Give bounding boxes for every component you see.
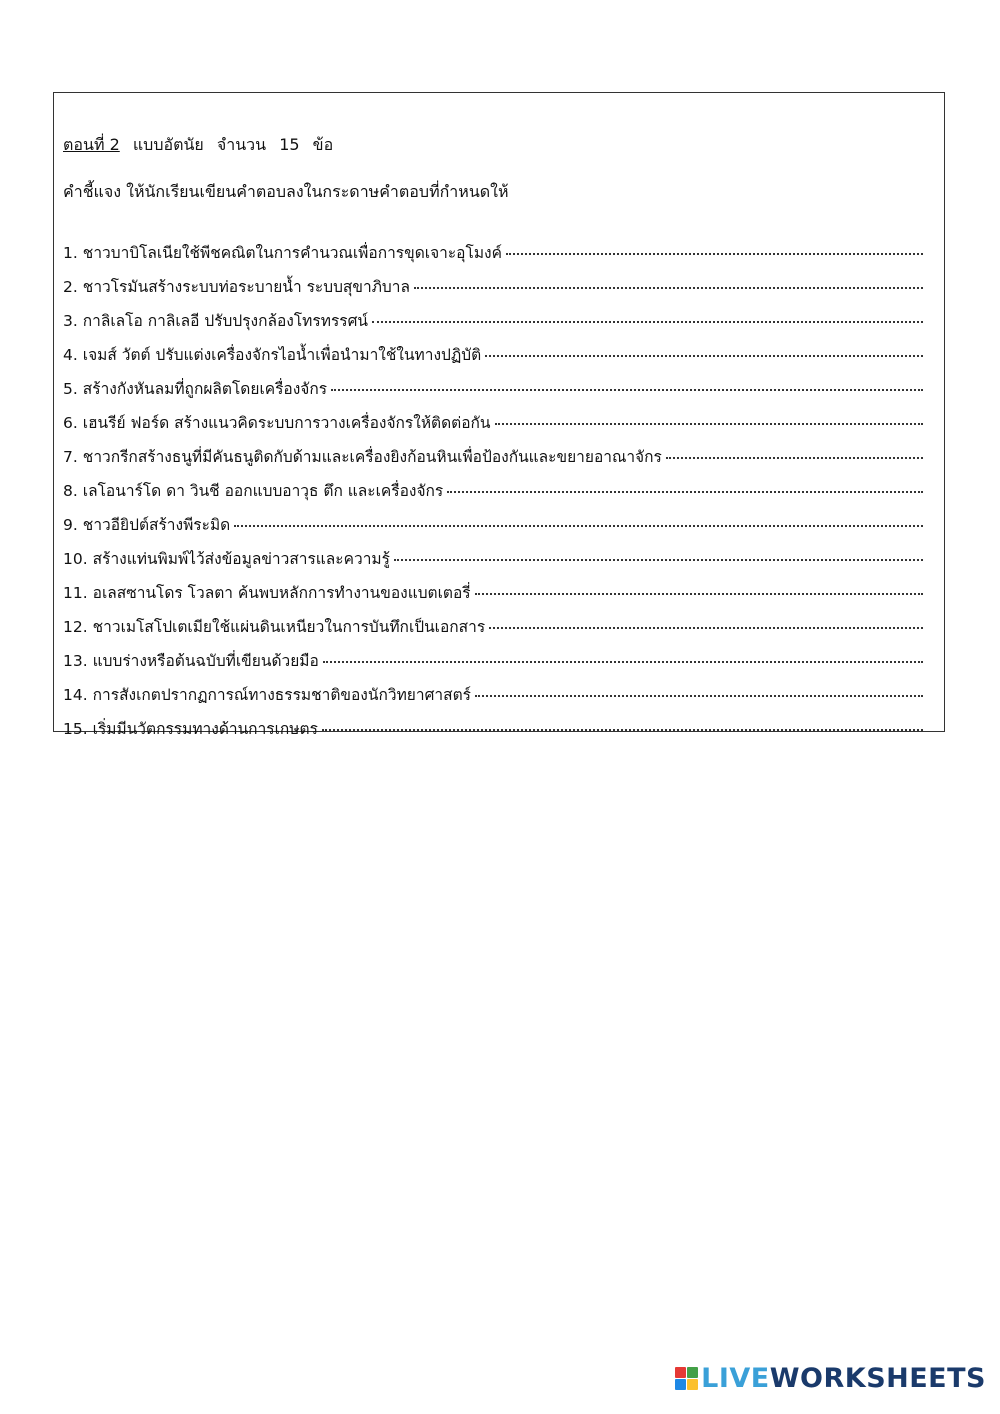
question-type: แบบอัตนัย — [132, 135, 204, 154]
question-number: 9. — [63, 516, 78, 534]
question-text: สร้างกังหันลมที่ถูกผลิตโดยเครื่องจักร — [82, 380, 328, 398]
question-number: 7. — [63, 448, 78, 466]
question-number: 12. — [63, 618, 88, 636]
question-number: 5. — [63, 380, 78, 398]
question-text: อเลสซานโดร โวลตา ค้นพบหลักการทำงานของแบตเตอรี่ — [92, 584, 471, 602]
answer-dotted-line — [447, 491, 923, 493]
question-number: 15. — [63, 720, 88, 738]
question-text: เลโอนาร์โด ดา วินชี ออกแบบอาวุธ ตึก และเครื่องจักร — [82, 482, 444, 500]
answer-dotted-line — [323, 661, 923, 663]
logo-mark-square — [687, 1367, 698, 1378]
logo-text: LIVEWORKSHEETS — [701, 1363, 986, 1394]
question-text: กาลิเลโอ กาลิเลอี ปรับปรุงกล้องโทรทรรศน์ — [82, 312, 369, 330]
question-text: การสังเกตปรากฏการณ์ทางธรรมชาติของนักวิทยาศาสตร์ — [92, 686, 471, 704]
answer-dotted-line — [506, 253, 923, 255]
question-row — [63, 648, 923, 682]
question-number: 13. — [63, 652, 88, 670]
logo-mark-square — [687, 1379, 698, 1390]
question-number: 11. — [63, 584, 88, 602]
question-list — [63, 240, 923, 750]
count-unit: ข้อ — [312, 135, 334, 154]
question-text: ชาวกรีกสร้างธนูที่มีคันธนูติดกับด้ามและเครื่องยิงก้อนหินเพื่อป้องกันและขยายอาณาจักร — [82, 448, 662, 466]
question-row — [63, 342, 923, 376]
answer-dotted-line — [495, 423, 923, 425]
question-row — [63, 682, 923, 716]
answer-dotted-line — [475, 593, 923, 595]
answer-dotted-line — [331, 389, 923, 391]
question-number: 8. — [63, 482, 78, 500]
question-row — [63, 580, 923, 614]
question-row — [63, 410, 923, 444]
question-text: ชาวโรมันสร้างระบบท่อระบายน้ำ ระบบสุขาภิบาล — [82, 278, 410, 296]
question-text: เจมส์ วัตต์ ปรับแต่งเครื่องจักรไอน้ำเพื่อนำมาใช้ในทางปฏิบัติ — [82, 346, 482, 364]
instruction-text: คำชี้แจง ให้นักเรียนเขียนคำตอบลงในกระดาษคำตอบที่กำหนดให้ — [63, 182, 509, 201]
question-text: เริ่มมีนวัตกรรมทางด้านการเกษตร — [92, 720, 318, 738]
question-number: 1. — [63, 244, 78, 262]
question-text: ชาวอียิปต์สร้างพีระมิด — [82, 516, 231, 534]
question-row — [63, 546, 923, 580]
answer-dotted-line — [394, 559, 923, 561]
question-number: 2. — [63, 278, 78, 296]
liveworksheets-logo — [675, 1363, 986, 1394]
question-number: 10. — [63, 550, 88, 568]
answer-dotted-line — [372, 321, 923, 323]
question-text: เฮนรีย์ ฟอร์ด สร้างแนวคิดระบบการวางเครื่องจักรให้ติดต่อกัน — [82, 414, 491, 432]
question-row — [63, 512, 923, 546]
count-value: 15 — [279, 135, 300, 154]
question-text: แบบร่างหรือต้นฉบับที่เขียนด้วยมือ — [92, 652, 319, 670]
answer-dotted-line — [485, 355, 923, 357]
question-row — [63, 274, 923, 308]
question-number: 4. — [63, 346, 78, 364]
answer-dotted-line — [666, 457, 923, 459]
question-number: 14. — [63, 686, 88, 704]
question-row — [63, 614, 923, 648]
answer-dotted-line — [322, 729, 923, 731]
logo-mark-square — [675, 1379, 686, 1390]
question-number: 3. — [63, 312, 78, 330]
question-row — [63, 240, 923, 274]
question-row — [63, 716, 923, 750]
logo-mark-icon — [675, 1367, 698, 1390]
count-label: จำนวน — [216, 135, 267, 154]
logo-mark-square — [675, 1367, 686, 1378]
question-text: ชาวบาบิโลเนียใช้พีชคณิตในการคำนวณเพื่อการขุดเจาะอุโมงค์ — [82, 244, 502, 262]
question-number: 6. — [63, 414, 78, 432]
worksheet-box — [53, 92, 945, 738]
question-row — [63, 478, 923, 512]
answer-dotted-line — [414, 287, 923, 289]
answer-dotted-line — [234, 525, 923, 527]
question-row — [63, 376, 923, 410]
answer-dotted-line — [475, 695, 923, 697]
part-label: ตอนที่ 2 — [63, 135, 120, 154]
question-row — [63, 444, 923, 478]
answer-dotted-line — [489, 627, 923, 629]
question-text: สร้างแท่นพิมพ์ไว้ส่งข้อมูลข่าวสารและความรู้ — [92, 550, 390, 568]
question-text: ชาวเมโสโปเตเมียใช้แผ่นดินเหนียวในการบันทึกเป็นเอกสาร — [92, 618, 486, 636]
section-heading — [63, 133, 333, 158]
question-row — [63, 308, 923, 342]
